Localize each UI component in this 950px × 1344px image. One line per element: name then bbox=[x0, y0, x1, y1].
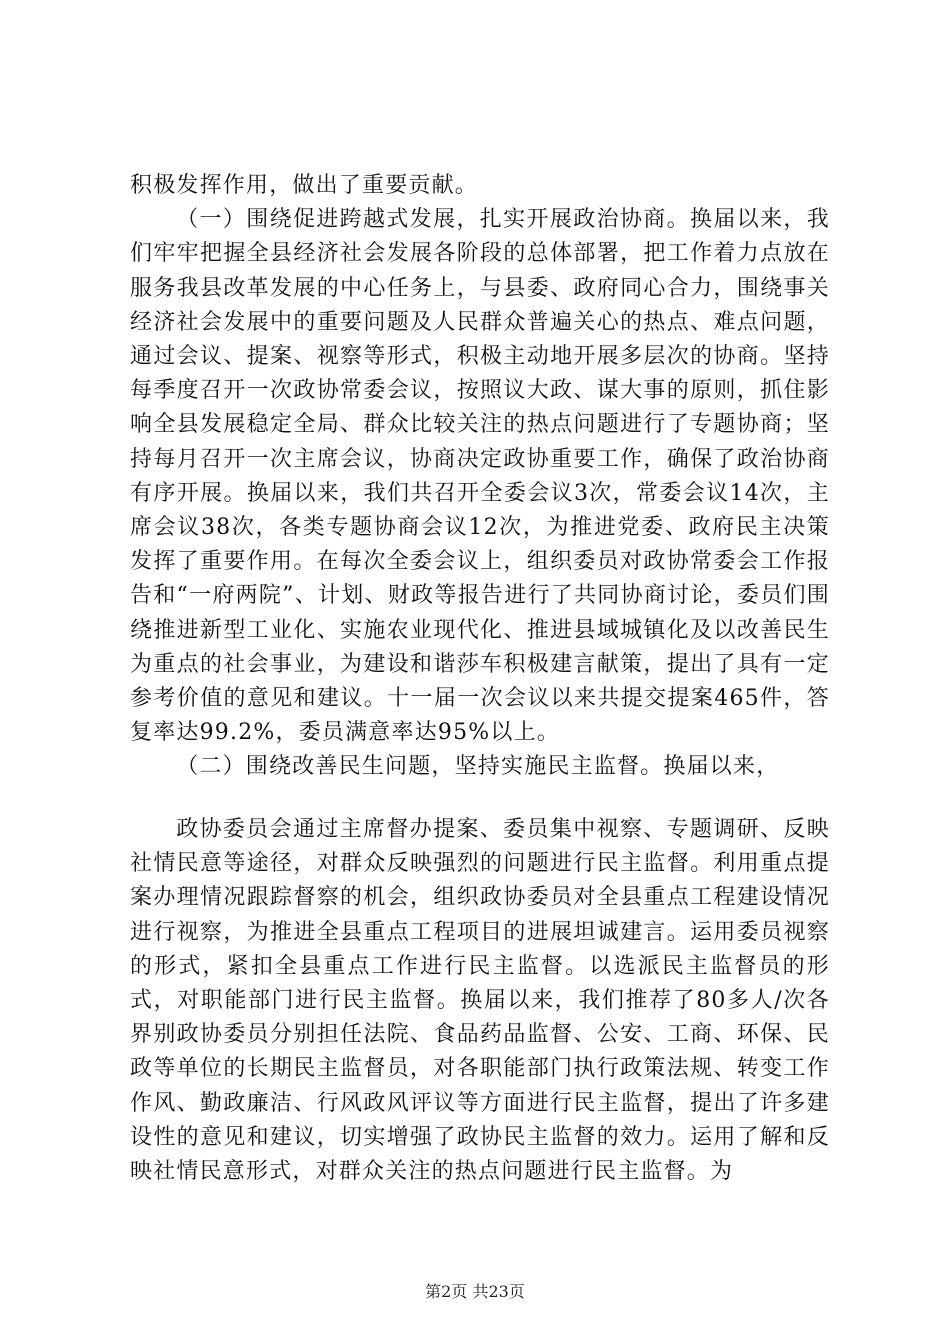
paragraph: 积极发挥作用，做出了重要贡献。 bbox=[130, 173, 479, 198]
paragraph: （二）围绕改善民生问题，坚持实施民主监督。换届以来， bbox=[176, 754, 780, 780]
paragraph: 政协委员会通过主席督办提案、委员集中视察、专题调研、反映社情民意等途径，对群众反映强烈的问题进行民主监督。利用重点提案办理情况跟踪督察的机会，组织政协委员对全县重点工程建设情况进行视察，为推进全县重点工程项目的进展坦诚建言。运用委员视察的形式，紧扣全县重点工作进行民主监督。以选派民主监督员的形式，对职能部门进行民主监督。换届以来，我们推荐了80多人/次各界别政协委员分别担任法院、食品药品监督、公安、工商、环保、民政等单位的长期民主监督员，对各职能部门执行政策法规、转变工作作风、勤政廉洁、行风政风评议等方面进行民主监督，提出了许多建设性的意见和建议，切实增强了政协民主监督的效力。运用了解和反映社情民意形式，对群众关注的热点问题进行民主监督。为 bbox=[130, 817, 830, 1185]
paragraph: （一）围绕促进跨越式发展，扎实开展政治协商。换届以来，我们牢牢把握全县经济社会发展各阶段的总体部署，把工作着力点放在服务我县改革发展的中心任务上，与县委、政府同心合力，围绕事关经济社会发展中的重要问题及人民群众普遍关心的热点、难点问题，通过会议、提案、视察等形式，积极主动地开展多层次的协商。坚持每季度召开一次政协常委会议，按照议大政、谋大事的原则，抓住影响全县发展稳定全局、群众比较关注的热点问题进行了专题协商；坚持每月召开一次主席会议，协商决定政协重要工作，确保了政治协商有序开展。换届以来，我们共召开全委会议3次，常委会议14次，主席会议38次，各类专题协商会议12次，为推进党委、政府民主决策发挥了重要作用。在每次全委会议上，组织委员对政协常委会工作报告和“一府两院”、计划、财政等报告进行了共同协商讨论，委员们围绕推进新型工业化、实施农业现代化、推进县域城镇化及以改善民生为重点的社会事业，为建设和谐莎车积极建言献策，提出了具有一定参考价值的意见和建议。十一届一次会议以来共提交提案465件，答复率达99.2%，委员满意率达95%以上。 bbox=[130, 207, 830, 746]
page-number-footer: 第2页 共23页 bbox=[425, 1282, 525, 1301]
text-block-lower bbox=[130, 813, 830, 1189]
text-block-upper bbox=[130, 169, 830, 785]
